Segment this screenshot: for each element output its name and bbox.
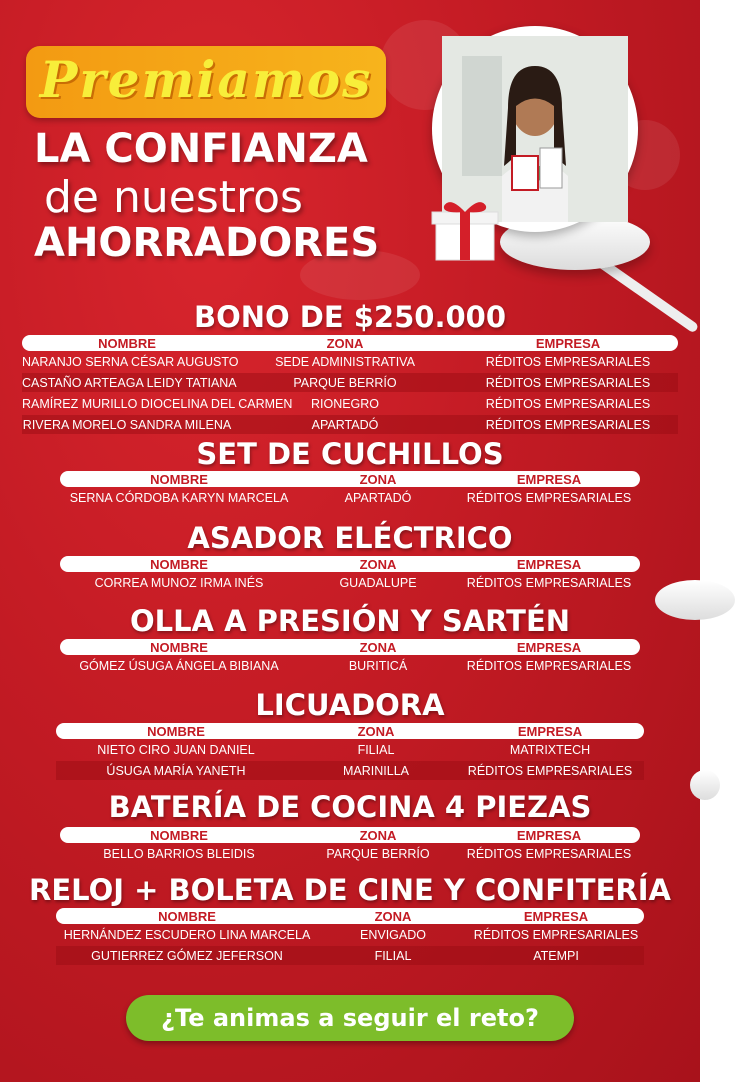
cell-empresa: ATEMPI	[533, 948, 579, 963]
column-header-empresa: EMPRESA	[517, 723, 583, 739]
table-row	[56, 740, 644, 759]
table-row	[56, 946, 644, 965]
gift-icon	[430, 196, 500, 262]
column-header-zona: ZONA	[359, 639, 397, 655]
column-header-nombre: NOMBRE	[150, 639, 208, 655]
table-row	[22, 394, 678, 413]
column-header-nombre: NOMBRE	[98, 335, 156, 351]
cell-zona: GUADALUPE	[339, 575, 417, 590]
cell-nombre: SERNA CÓRDOBA KARYN MARCELA	[69, 490, 289, 505]
section-title: BATERÍA DE COCINA 4 PIEZAS	[108, 790, 592, 824]
table-row	[56, 925, 644, 944]
cell-nombre: NARANJO SERNA CÉSAR AUGUSTO	[22, 354, 239, 369]
cell-zona: MARINILLA	[343, 763, 409, 778]
column-header-empresa: EMPRESA	[516, 639, 582, 655]
table-header	[60, 556, 640, 572]
column-header-empresa: EMPRESA	[535, 335, 601, 351]
column-header-empresa: EMPRESA	[516, 471, 582, 487]
table-row	[60, 656, 640, 675]
cell-empresa: RÉDITOS EMPRESARIALES	[485, 396, 651, 411]
cell-zona: SEDE ADMINISTRATIVA	[275, 354, 415, 369]
headline-line-1: LA CONFIANZA	[34, 126, 368, 172]
premiamos-text: Premiamos	[39, 50, 373, 109]
table-row	[60, 573, 640, 592]
cell-zona: PARQUE BERRÍO	[326, 846, 430, 861]
column-header-zona: ZONA	[326, 335, 364, 351]
column-header-zona: ZONA	[359, 556, 397, 572]
cell-nombre: CORREA MUNOZ IRMA INÉS	[94, 575, 264, 590]
cell-zona: ENVIGADO	[360, 927, 426, 942]
cell-nombre: GÓMEZ ÚSUGA ÁNGELA BIBIANA	[79, 658, 279, 673]
table-row	[22, 415, 678, 434]
section-title: OLLA A PRESIÓN Y SARTÉN	[129, 604, 571, 638]
column-header-empresa: EMPRESA	[516, 827, 582, 843]
table-row	[56, 761, 644, 780]
cell-nombre: ÚSUGA MARÍA YANETH	[106, 763, 246, 778]
column-header-zona: ZONA	[359, 827, 397, 843]
cell-zona: APARTADÓ	[344, 490, 412, 505]
section-title: SET DE CUCHILLOS	[196, 437, 504, 471]
premiamos-banner	[26, 46, 386, 118]
cell-zona: PARQUE BERRÍO	[293, 375, 397, 390]
headline-line-3: AHORRADORES	[34, 220, 380, 266]
table-header	[22, 335, 678, 351]
table-header	[60, 827, 640, 843]
section-title: LICUADORA	[255, 688, 445, 722]
cta-label: ¿Te animas a seguir el reto?	[161, 1004, 539, 1032]
table-row	[22, 352, 678, 371]
section-title: BONO DE $250.000	[193, 300, 507, 334]
cell-nombre: CASTAÑO ARTEAGA LEIDY TATIANA	[22, 375, 237, 390]
column-header-nombre: NOMBRE	[158, 908, 216, 924]
table-header	[56, 908, 644, 924]
cell-zona: FILIAL	[374, 948, 412, 963]
column-header-empresa: EMPRESA	[523, 908, 589, 924]
cell-empresa: RÉDITOS EMPRESARIALES	[485, 375, 651, 390]
cell-empresa: RÉDITOS EMPRESARIALES	[485, 354, 651, 369]
table-row	[22, 373, 678, 392]
column-header-zona: ZONA	[359, 471, 397, 487]
table-header	[56, 723, 644, 739]
column-header-nombre: NOMBRE	[150, 827, 208, 843]
cell-empresa: RÉDITOS EMPRESARIALES	[466, 658, 632, 673]
column-header-zona: ZONA	[357, 723, 395, 739]
cell-nombre: NIETO CIRO JUAN DANIEL	[97, 742, 255, 757]
column-header-zona: ZONA	[374, 908, 412, 924]
section-title: ASADOR ELÉCTRICO	[187, 521, 513, 555]
cell-zona: RIONEGRO	[310, 396, 380, 411]
winner-photo	[442, 36, 628, 222]
cell-nombre: RIVERA MORELO SANDRA MILENA	[22, 417, 232, 432]
cell-empresa: RÉDITOS EMPRESARIALES	[467, 763, 633, 778]
cell-empresa: RÉDITOS EMPRESARIALES	[466, 490, 632, 505]
column-header-nombre: NOMBRE	[150, 471, 208, 487]
table-header	[60, 639, 640, 655]
cell-nombre: HERNÁNDEZ ESCUDERO LINA MARCELA	[63, 927, 311, 942]
table-row	[60, 844, 640, 863]
cell-nombre: RAMÍREZ MURILLO DIOCELINA DEL CARMEN	[22, 396, 293, 411]
cell-zona: FILIAL	[357, 742, 395, 757]
cell-zona: BURITICÁ	[348, 658, 408, 673]
cell-empresa: RÉDITOS EMPRESARIALES	[466, 575, 632, 590]
column-header-empresa: EMPRESA	[516, 556, 582, 572]
table-header	[60, 471, 640, 487]
column-header-nombre: NOMBRE	[150, 556, 208, 572]
cell-empresa: RÉDITOS EMPRESARIALES	[466, 846, 632, 861]
cell-empresa: RÉDITOS EMPRESARIALES	[473, 927, 639, 942]
cell-zona: APARTADÓ	[311, 417, 379, 432]
cell-nombre: GUTIERREZ GÓMEZ JEFERSON	[91, 948, 283, 963]
table-row	[60, 488, 640, 507]
cell-empresa: MATRIXTECH	[509, 742, 591, 757]
column-header-nombre: NOMBRE	[147, 723, 205, 739]
headline-line-2: de nuestros	[44, 172, 303, 223]
cell-nombre: BELLO BARRIOS BLEIDIS	[103, 846, 255, 861]
cell-empresa: RÉDITOS EMPRESARIALES	[485, 417, 651, 432]
section-title: RELOJ + BOLETA DE CINE Y CONFITERÍA	[29, 873, 671, 907]
cta-button[interactable]	[126, 995, 574, 1041]
